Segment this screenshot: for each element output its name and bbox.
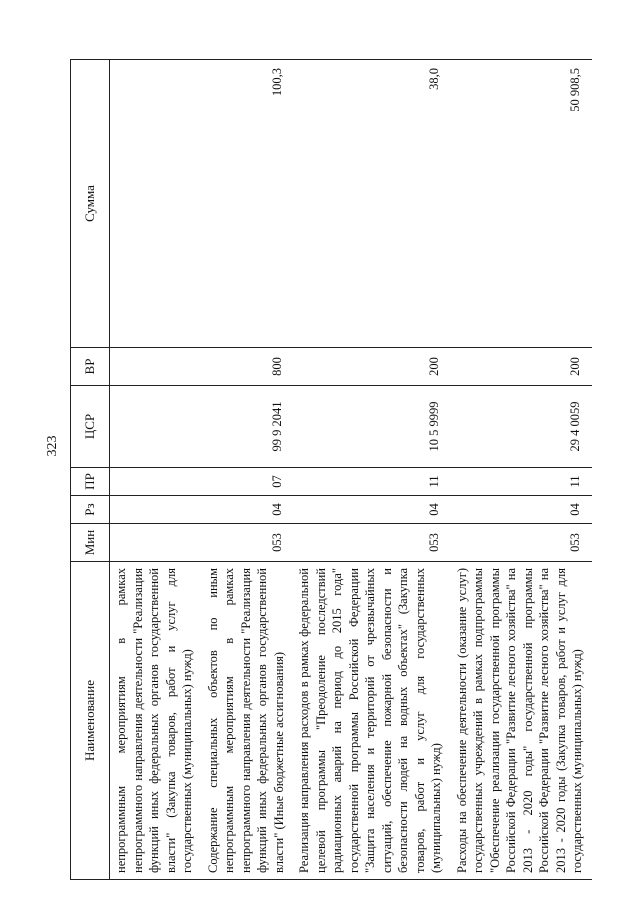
- row-pr: 11: [293, 468, 451, 496]
- row-min: 053: [293, 524, 451, 562]
- header-rz: Рз: [71, 496, 110, 524]
- header-csr: ЦСР: [71, 386, 110, 468]
- header-pr: ПР: [71, 468, 110, 496]
- table-row: [110, 60, 202, 880]
- row-pr: [110, 468, 202, 496]
- row-csr: 10 5 9999: [293, 386, 451, 468]
- row-pr: 11: [451, 468, 592, 496]
- row-min: 053: [202, 524, 294, 562]
- row-vr: 800: [202, 348, 294, 386]
- row-sum: 38,0: [293, 60, 451, 348]
- row-rz: 04: [202, 496, 294, 524]
- page-number: 323: [45, 435, 60, 457]
- header-vr: ВР: [71, 348, 110, 386]
- header-min: Мин: [71, 524, 110, 562]
- header-name: Наименование: [71, 562, 110, 880]
- row-pr: 07: [202, 468, 294, 496]
- table-row: [451, 60, 592, 880]
- header-sum: Сумма: [71, 60, 110, 348]
- row-vr: 200: [451, 348, 592, 386]
- row-min: [110, 524, 202, 562]
- row-rz: 04: [293, 496, 451, 524]
- row-min: 053: [451, 524, 592, 562]
- row-vr: [110, 348, 202, 386]
- table-row: [293, 60, 451, 880]
- rotated-page: [70, 60, 610, 880]
- row-rz: [110, 496, 202, 524]
- row-name: Расходы на обеспечение деятельности (оказание услуг) государственных учреждений в рамках подпрограммы "Обеспечение реализации государственной программы Российской Федерации "Развитие лесного хозяйства" на 2013 - 2020 годы" государственной программы Российской Федерации "Развитие лесного хозяйства" на 2013 - 2020 годы (Закупка товаров, работ и услуг для государственных (муниципальных) нужд): [451, 562, 592, 880]
- row-sum: [110, 60, 202, 348]
- row-csr: 29 4 0059: [451, 386, 592, 468]
- row-csr: 99 9 2041: [202, 386, 294, 468]
- row-sum: 100,3: [202, 60, 294, 348]
- row-name: Содержание специальных объектов по иным непрограммным мероприятиям в рамках непрограммного направления деятельности "Реализация функций иных федеральных органов государственной власти" (Иные бюджетные ассигнования): [202, 562, 294, 880]
- budget-table: [70, 59, 592, 880]
- row-csr: [110, 386, 202, 468]
- row-name: непрограммным мероприятиям в рамках непрограммного направления деятельности "Реализация функций иных федеральных органов государственной власти" (Закупка товаров, работ и услуг для государственных (муниципальных) нужд): [110, 562, 202, 880]
- table-row: [202, 60, 294, 880]
- row-name: Реализация направления расходов в рамках федеральной целевой программы "Преодоление последствий радиационных аварий на период до 2015 года" государственной программы Российской Федерации "Защита населения и территорий от чрезвычайных ситуаций, обеспечение пожарной безопасности и безопасности людей на водных объектах" (Закупка товаров, работ и услуг для государственных (муниципальных) нужд): [293, 562, 451, 880]
- table-header-row: [71, 60, 110, 880]
- row-rz: 04: [451, 496, 592, 524]
- row-sum: 50 908,5: [451, 60, 592, 348]
- row-vr: 200: [293, 348, 451, 386]
